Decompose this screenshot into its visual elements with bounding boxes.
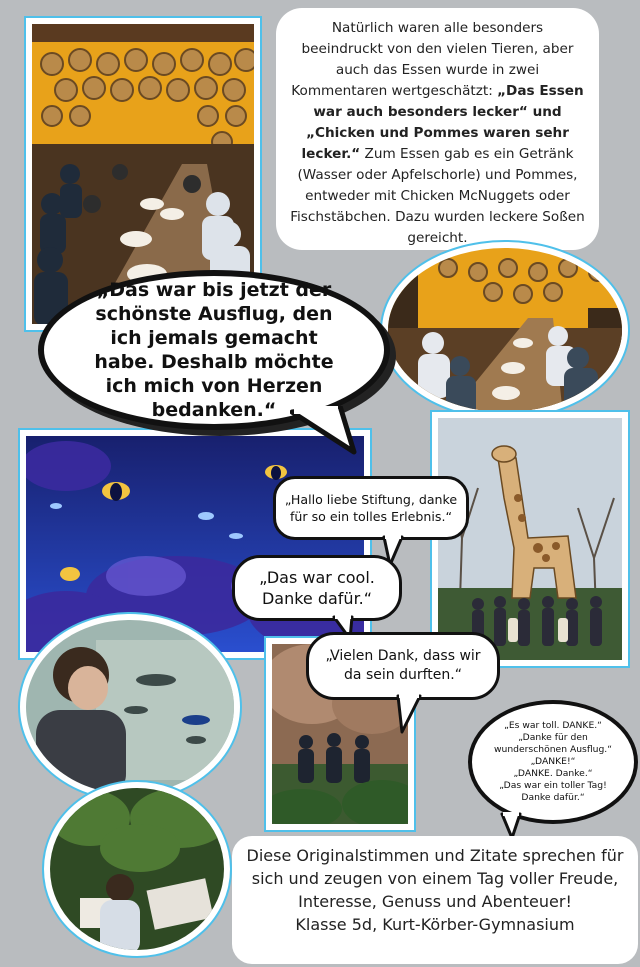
signature: Klasse 5d, Kurt-Körber-Gymnasium — [295, 915, 575, 934]
rainforest-photo-circle — [42, 780, 232, 958]
intro-text-part1: Natürlich waren alle besonders beeindruckt von den vielen Tieren, aber auch das Essen wurde in zwei Kommentaren wertgeschätzt: — [291, 20, 574, 99]
intro-quote: „Das Essen war auch besonders lecker“ und „Chicken und Pommes waren sehr lecker.“ — [301, 83, 584, 162]
closing-text: Diese Originalstimmen und Zitate sprechen für sich und zeugen von einem Tag voller Freude, Interesse, Genuss und Abenteuer! — [246, 846, 624, 911]
cool-quote-bubble — [232, 555, 402, 621]
quote-list — [489, 720, 617, 804]
quote-list-item: „DANKE. Danke.“ — [513, 768, 593, 779]
restaurant-photo-circle — [380, 240, 630, 420]
cool-quote-text: „Das war cool. Danke dafür.“ — [259, 568, 375, 608]
big-quote-bubble-tail — [290, 406, 360, 456]
stiftung-quote-bubble — [273, 476, 469, 540]
aquarium-boy-photo — [26, 620, 234, 794]
vielen-dank-bubble-tail — [396, 694, 436, 734]
closing-text-box — [232, 836, 638, 964]
vielen-dank-quote-text: „Vielen Dank, dass wir da sein durften.“ — [325, 648, 481, 683]
restaurant-photo-2 — [388, 248, 622, 412]
aquarium-boy-photo-circle — [18, 612, 242, 802]
intro-text-box — [276, 8, 599, 250]
quote-list-bubble — [468, 700, 638, 824]
giraffe-photo — [438, 418, 622, 660]
giraffe-photo-frame — [430, 410, 630, 668]
quote-list-item: „Das war ein toller Tag! Danke dafür.“ — [499, 780, 607, 803]
stiftung-quote-text: „Hallo liebe Stiftung, danke für so ein tolles Erlebnis.“ — [284, 492, 458, 524]
rainforest-photo — [50, 788, 224, 950]
quote-list-item: „DANKE!“ — [530, 756, 576, 767]
intro-text-part2: Zum Essen gab es ein Getränk (Wasser oder Apfelschorle) und Pommes, entweder mit Chicken McNuggets oder Fischstäbchen. Dazu wurden leckere Soßen gereicht. — [290, 146, 585, 246]
big-quote-text: „Das war bis jetzt der schönste Ausflug, den ich jemals gemacht habe. Deshalb möchte ich mich von Herzen bedanken.“ — [94, 279, 334, 421]
vielen-dank-quote-bubble — [306, 632, 500, 700]
quote-list-item: „Es war toll. DANKE.“ — [504, 720, 602, 731]
quote-list-item: „Danke für den wunderschönen Ausflug.“ — [494, 732, 612, 755]
